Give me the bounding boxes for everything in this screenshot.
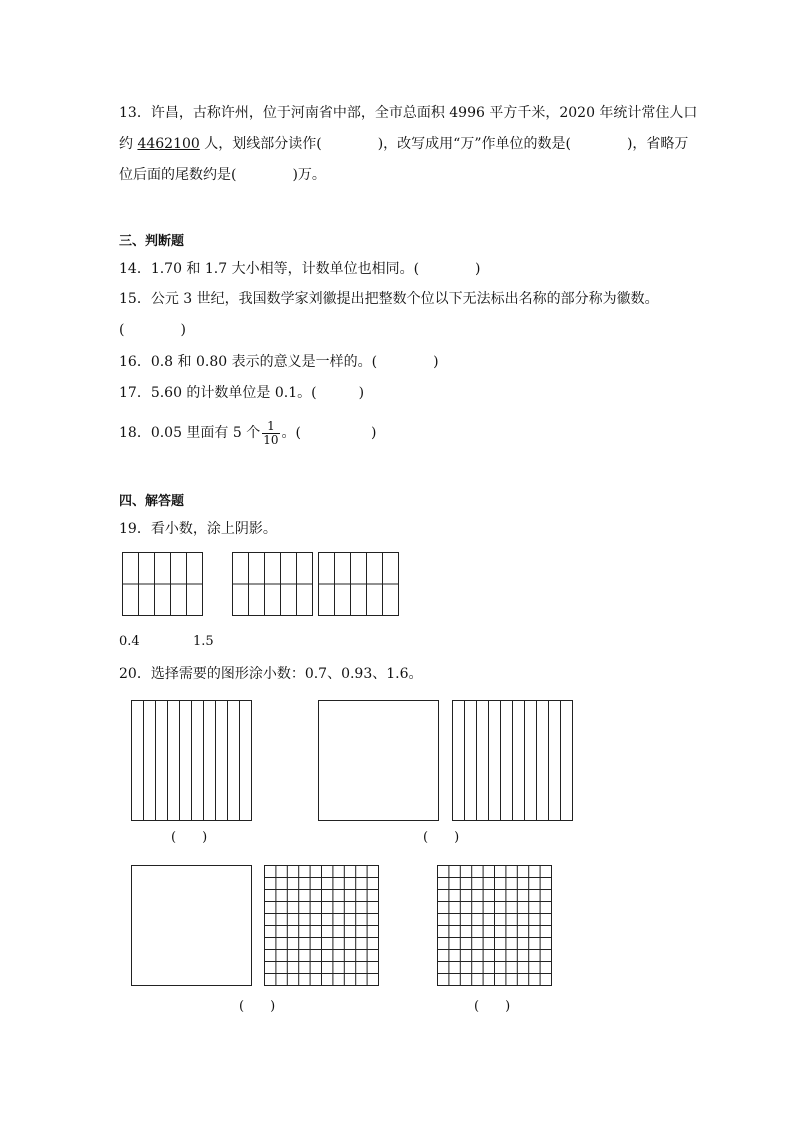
q20-whole-square-b[interactable] — [131, 865, 253, 987]
q13-line-2 — [119, 134, 688, 154]
q18-fraction-denominator: 10 — [263, 432, 279, 447]
q20-blank-1: ( ) — [171, 830, 208, 845]
q19-text: 19．看小数，涂上阴影。 — [119, 521, 277, 537]
q20-text: 20．选择需要的图形涂小数：0.7、0.93、1.6。 — [119, 666, 423, 682]
q19-grid-a[interactable] — [122, 552, 204, 617]
q19-label-a: 0.4 — [119, 634, 140, 649]
q13-text-b: 人，划线部分读作( )，改写成用“万”作单位的数是( )，省略万 — [199, 136, 689, 152]
q20-blank-4: ( ) — [474, 999, 511, 1014]
q20-hundredths-grid-b[interactable] — [437, 865, 553, 987]
q14-text: 14．1.70 和 1.7 大小相等，计数单位也相同。( ) — [119, 261, 481, 277]
section-3-title: 三、判断题 — [119, 234, 185, 249]
q18-line — [119, 419, 376, 447]
q17-text: 17．5.60 的计数单位是 0.1。( ) — [119, 385, 365, 401]
section-4-title: 四、解答题 — [119, 494, 185, 509]
q13-line-3: 位后面的尾数约是( )万。 — [119, 167, 326, 183]
q20-blank-3: ( ) — [239, 999, 276, 1014]
q16-text: 16．0.8 和 0.80 表示的意义是一样的。( ) — [119, 354, 439, 370]
q13-text-a: 约 — [119, 136, 138, 152]
q20-whole-square-a[interactable] — [318, 700, 440, 822]
q20-tenths-strip-a[interactable] — [131, 700, 253, 822]
q18-prefix: 18．0.05 里面有 5 个 — [119, 425, 261, 441]
q13-line-1: 13．许昌，古称许州，位于河南省中部，全市总面积 4996 平方千米，2020 年统计常住人口 — [119, 105, 698, 121]
q15-line-1: 15．公元 3 世纪，我国数学家刘徽提出把整数个位以下无法标出名称的部分称为徽数。 — [119, 291, 659, 307]
q19-label-b: 1.5 — [193, 634, 214, 649]
q20-hundredths-grid-a[interactable] — [264, 865, 380, 987]
q15-line-2: ( ) — [119, 322, 186, 338]
q18-fraction — [262, 420, 279, 447]
q20-tenths-strip-b[interactable] — [452, 700, 574, 822]
q20-blank-2: ( ) — [423, 830, 460, 845]
q19-grid-c[interactable] — [318, 552, 400, 617]
q19-grid-b[interactable] — [232, 552, 314, 617]
q18-fraction-numerator: 1 — [262, 420, 279, 434]
q18-suffix: 。( ) — [281, 425, 377, 441]
q13-underlined-number: 4462100 — [137, 136, 200, 152]
